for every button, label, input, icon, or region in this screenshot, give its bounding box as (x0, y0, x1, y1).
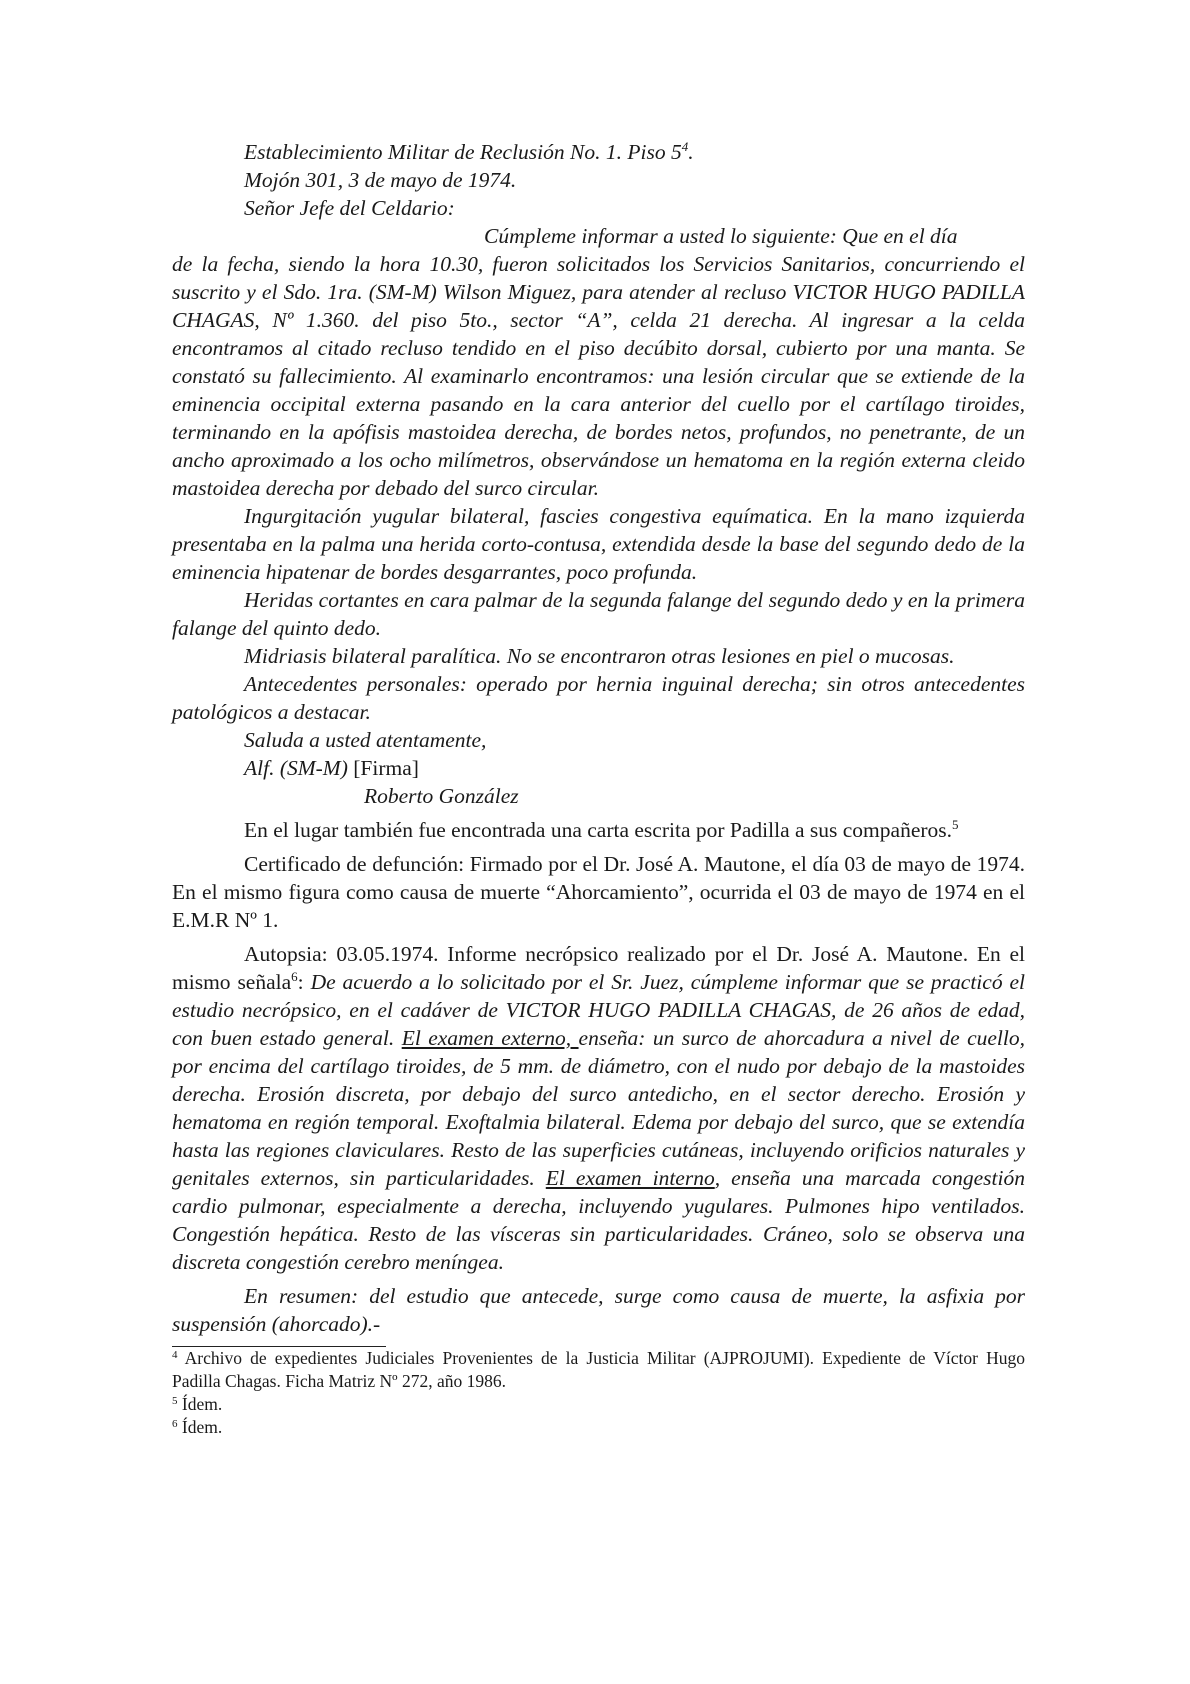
footnote-ref-5: 5 (952, 817, 959, 832)
footnotes (172, 1347, 1025, 1439)
resumen-paragraph: En resumen: del estudio que antecede, surge como causa de muerte, la asfixia por suspensión (ahorcado).- (172, 1284, 1025, 1336)
document-page (172, 138, 1025, 1439)
letter-paragraph-1-first-line: Cúmpleme informar a usted lo siguiente: Que en el día (484, 224, 958, 248)
signature-note: [Firma] (353, 756, 419, 780)
footnote-5: $^5$ Ídem. (172, 1394, 223, 1414)
letter-header-establishment: Establecimiento Militar de Reclusión No. 1. Piso $5^4$. (244, 139, 694, 164)
letter-salutation: Señor Jefe del Celdario: (244, 196, 455, 220)
letter-closing: Saluda a usted atentamente, (244, 728, 487, 752)
signer-rank: Alf. (SM-M) (244, 756, 348, 780)
letter-paragraph-3: Heridas cortantes en cara palmar de la segunda falange del segundo dedo y en la primera falange del quinto dedo. (172, 588, 1025, 640)
footnote-6: $^6$ Ídem. (172, 1417, 223, 1437)
letter-place-date: Mojón 301, 3 de mayo de 1974. (244, 168, 517, 192)
letter-paragraph-2: Ingurgitación yugular bilateral, fascies congestiva equímatica. En la mano izquierda presentaba en la palma una herida corto-contusa, extendida desde la base del segundo dedo de la eminencia hipatenar de bordes desgarrantes, poco profunda. (172, 504, 1025, 584)
letter-paragraph-4: Midriasis bilateral paralítica. No se encontraron otras lesiones en piel o mucosas. (244, 644, 955, 668)
footnote-4: $^4$ Archivo de expedientes Judiciales Provenientes de la Justicia Militar (AJPROJUMI). Expediente de Víctor Hugo Padilla Chagas. Ficha Matriz Nº 272, año 1986. (172, 1348, 1025, 1391)
letter-signature-line (172, 754, 1025, 782)
autopsia-paragraph: Autopsia: 03.05.1974. Informe necrópsico realizado por el Dr. José A. Mautone. En el mismo señala$^6$: De acuerdo a lo solicitado por el Sr. Juez, cúmpleme informar que se practicó el estudio necrópsico, en el cadáver de VICTOR HUGO PADILLA CHAGAS, de 26 años de edad, con buen estado general. El examen externo, enseña: un surco de ahorcadura a nivel de cuello, por encima del cartílago tiroides, de 5 mm. de diámetro, con el nudo por debajo de la mastoides derecha. Erosión discreta, por debajo del surco antedicho, en el sector derecho. Erosión y hematoma en región temporal. Exoftalmia bilateral. Edema por debajo del surco, que se extendía hasta las regiones claviculares. Resto de las superficies cutáneas, incluyendo orificios naturales y genitales externos, sin particularidades. El examen interno, enseña una marcada congestión cardio pulmonar, especialmente a derecha, incluyendo yugulares. Pulmones hipo ventilados. Congestión hepática. Resto de las vísceras sin particularidades. Cráneo, solo se observa una discreta congestión cerebro meníngea. (172, 942, 1025, 1274)
carta-paragraph: En el lugar también fue encontrada una carta escrita por Padilla a sus compañeros.$^5$ (244, 817, 959, 842)
footnote-ref-6: 6 (291, 969, 298, 984)
letter-paragraph-5: Antecedentes personales: operado por hernia inguinal derecha; sin otros antecedentes patológicos a destacar. (172, 672, 1025, 724)
certificado-paragraph: Certificado de defunción: Firmado por el Dr. José A. Mautone, el día 03 de mayo de 1974. En el mismo figura como causa de muerte “Ahorcamiento”, ocurrida el 03 de mayo de 1974 en el E.M.R Nº 1. (172, 852, 1025, 932)
examen-externo-heading: El examen externo, (401, 1026, 579, 1050)
signer-name: Roberto González (364, 784, 519, 808)
footnote-ref-4: 4 (681, 139, 689, 154)
examen-interno-heading: El examen interno (545, 1166, 715, 1190)
letter-paragraph-1: de la fecha, siendo la hora 10.30, fueron solicitados los Servicios Sanitarios, concurriendo el suscrito y el Sdo. 1ra. (SM-M) Wilson Miguez, para atender al recluso VICTOR HUGO PADILLA CHAGAS, Nº 1.360. del piso 5to., sector “A”, celda 21 derecha. Al ingresar a la celda encontramos al citado recluso tendido en el piso decúbito dorsal, cubierto por una manta. Se constató su fallecimiento. Al examinarlo encontramos: una lesión circular que se extiende de la eminencia occipital externa pasando en la cara anterior del cuello por el cartílago tiroides, terminando en la apófisis mastoidea derecha, de bordes netos, profundos, no penetrante, de un ancho aproximado a los ocho milímetros, observándose un hematoma en la región externa cleido mastoidea derecha por debado del surco circular. (172, 252, 1025, 500)
